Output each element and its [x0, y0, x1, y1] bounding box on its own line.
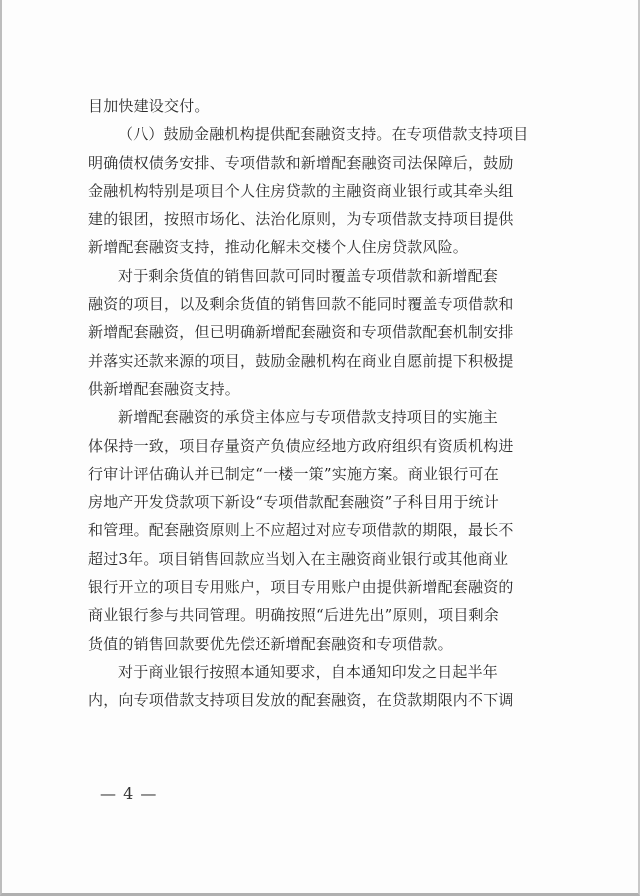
text-line: 金融机构特别是项目个人住房贷款的主融资商业银行或其牵头组 [88, 181, 514, 200]
text-line: 融资的项目，以及剩余货值的销售回款不能同时覆盖专项借款和 [88, 295, 514, 314]
text-line: 新增配套融资，但已明确新增配套融资和专项借款配套机制安排 [88, 323, 514, 342]
text-line: 银行开立的项目专用账户，项目专用账户由提供新增配套融资的 [88, 578, 514, 597]
text-line: 供新增配套融资支持。 [88, 379, 241, 398]
text-line: 新增配套融资支持，推动化解未交楼个人住房贷款风险。 [88, 238, 469, 257]
text-line: 商业银行参与共同管理。明确按照“后进先出”原则，项目剩余 [88, 606, 499, 625]
text-line: 明确债权债务安排、专项借款和新增配套融资司法保障后，鼓励 [88, 153, 514, 172]
text-line: 目加快建设交付。 [88, 97, 210, 115]
text-line: 房地产开发贷款项下新设“专项借款配套融资”子科目用于统计 [88, 493, 499, 512]
text-line: 建的银团，按照市场化、法治化原则，为专项借款支持项目提供 [88, 210, 514, 229]
text-line: 对于剩余货值的销售回款可同时覆盖专项借款和新增配套 [118, 266, 499, 285]
text-line: 新增配套融资的承贷主体应与专项借款支持项目的实施主 [118, 408, 499, 427]
text-line: 行审计评估确认并已制定“一楼一策”实施方案。商业银行可在 [88, 464, 499, 483]
text-line: 体保持一致，项目存量资产负债应经地方政府组织有资质机构进 [88, 436, 514, 455]
text-line: 和管理。配套融资原则上不应超过对应专项借款的期限，最长不 [88, 521, 514, 540]
page-number: — 4 — [100, 784, 158, 803]
document-body [88, 92, 558, 715]
text-line: 内，向专项借款支持项目发放的配套融资，在贷款期限内不下调 [88, 691, 514, 710]
text-line: 货值的销售回款要优先偿还新增配套融资和专项借款。 [88, 634, 453, 653]
text-line: 并落实还款来源的项目，鼓励金融机构在商业自愿前提下积极提 [88, 351, 514, 370]
text-line: 超过3年。项目销售回款应当划入在主融资商业银行或其他商业 [88, 549, 509, 568]
text-line: （八）鼓励金融机构提供配套融资支持。在专项借款支持项目 [118, 125, 529, 144]
text-line: 对于商业银行按照本通知要求，自本通知印发之日起半年 [118, 662, 499, 681]
